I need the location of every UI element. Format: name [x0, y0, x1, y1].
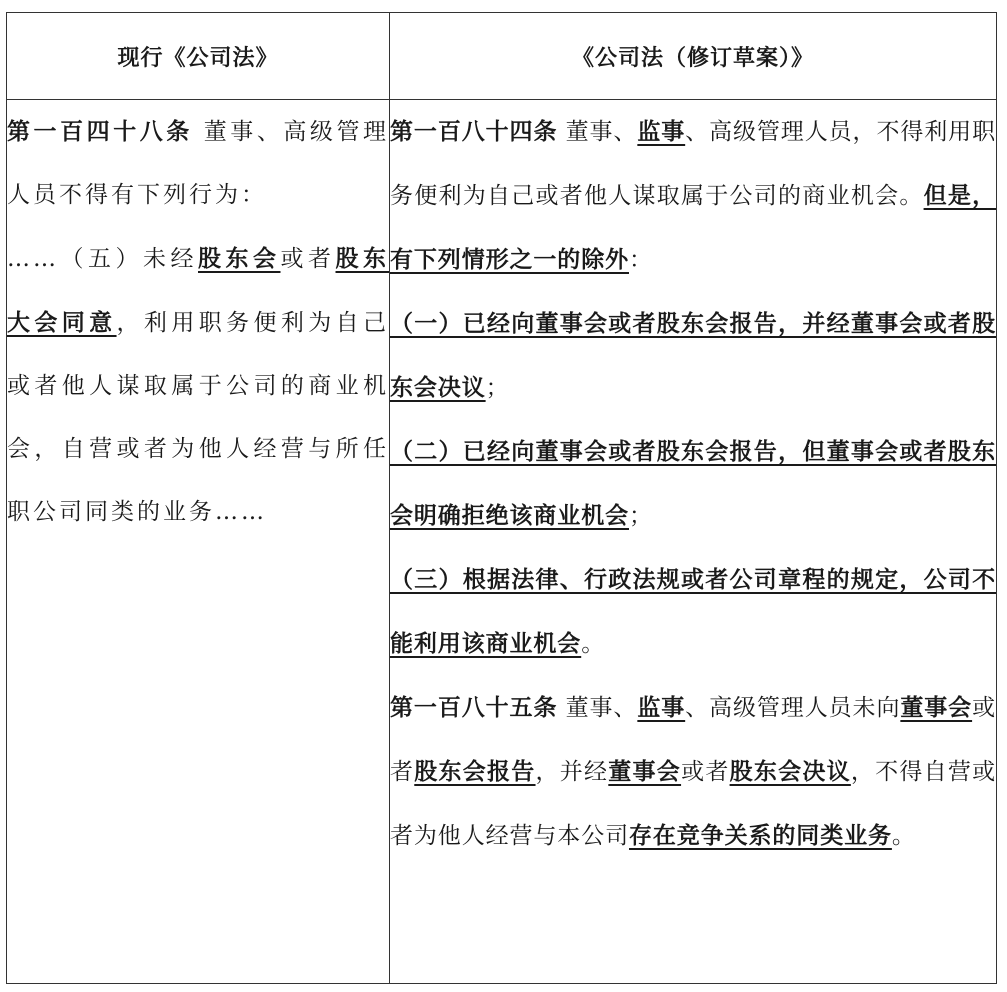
text-span: ： [629, 247, 653, 273]
comparison-table [6, 12, 997, 984]
article-148-number: 第一百四十八条 [7, 118, 193, 145]
emphasis-exception-clause: 但是，有下列情形之一的除外 [390, 182, 996, 273]
item-1-text: （一）已经向董事会或者股东会报告，并经董事会或者股东会决议 [390, 310, 996, 401]
article-148 [7, 100, 389, 227]
text-span: 、高级管理人员，不得利用职务便利为自己或者他人谋取属于公司的商业机会。 [390, 119, 996, 209]
text-span: ……（五）未经 [7, 246, 198, 272]
text-span: 。 [581, 631, 606, 657]
emphasis-shareholders-meeting: 股东会 [198, 245, 281, 272]
text-span: 、高级管理人员未向 [685, 695, 901, 721]
emphasis-shareholders-resolution: 股东会决议 [729, 758, 851, 785]
article-185-number: 第一百八十五条 [390, 694, 558, 721]
article-185 [390, 676, 996, 868]
content-row [7, 100, 997, 984]
emphasis-competing-business: 存在竞争关系的同类业务 [629, 822, 892, 849]
text-span: ，利用职务便利为自己或者他人谋取属于公司的商业机会，自营或者为他人经营与所任职公司同类的业务…… [7, 310, 390, 525]
header-current-law: 现行《公司法》 [7, 13, 390, 100]
header-row [7, 13, 997, 100]
text-span: 或者 [280, 246, 336, 272]
article-184-item-2 [390, 420, 996, 548]
article-184-item-1 [390, 292, 996, 420]
article-184-number: 第一百八十四条 [390, 118, 558, 145]
item-3-text: （三）根据法律、行政法规或者公司章程的规定，公司不能利用该商业机会 [390, 566, 996, 657]
text-span: 或者 [681, 759, 730, 785]
emphasis-board: 董事会 [608, 758, 682, 785]
draft-law-cell [390, 100, 997, 984]
article-148-text: 董事、高级管理人员不得有下列行为： [7, 119, 390, 208]
emphasis-shareholders-report: 股东会报告 [414, 758, 536, 785]
text-span: 或者 [390, 695, 996, 785]
article-148-item-5 [7, 227, 389, 544]
text-span: ，不得自营或者为他人经营与本公司 [390, 759, 997, 849]
emphasis-general-meeting-consent: 股东大会同意 [7, 245, 389, 336]
emphasis-supervisor: 监事 [637, 694, 686, 721]
text-span: 董事、 [565, 695, 638, 721]
text-span: ； [485, 375, 510, 401]
current-law-cell [7, 100, 390, 984]
item-2-text: （二）已经向董事会或者股东会报告，但董事会或者股东会明确拒绝该商业机会 [390, 438, 996, 529]
emphasis-board: 董事会 [900, 694, 973, 721]
text-span: 董事、 [565, 119, 638, 145]
article-184 [390, 100, 996, 292]
text-span: ； [629, 503, 653, 529]
emphasis-supervisor: 监事 [637, 118, 686, 145]
text-span: ，并经 [535, 759, 609, 785]
text-span: 。 [891, 823, 916, 849]
article-184-item-3 [390, 548, 996, 676]
header-draft-law: 《公司法（修订草案）》 [390, 13, 997, 100]
